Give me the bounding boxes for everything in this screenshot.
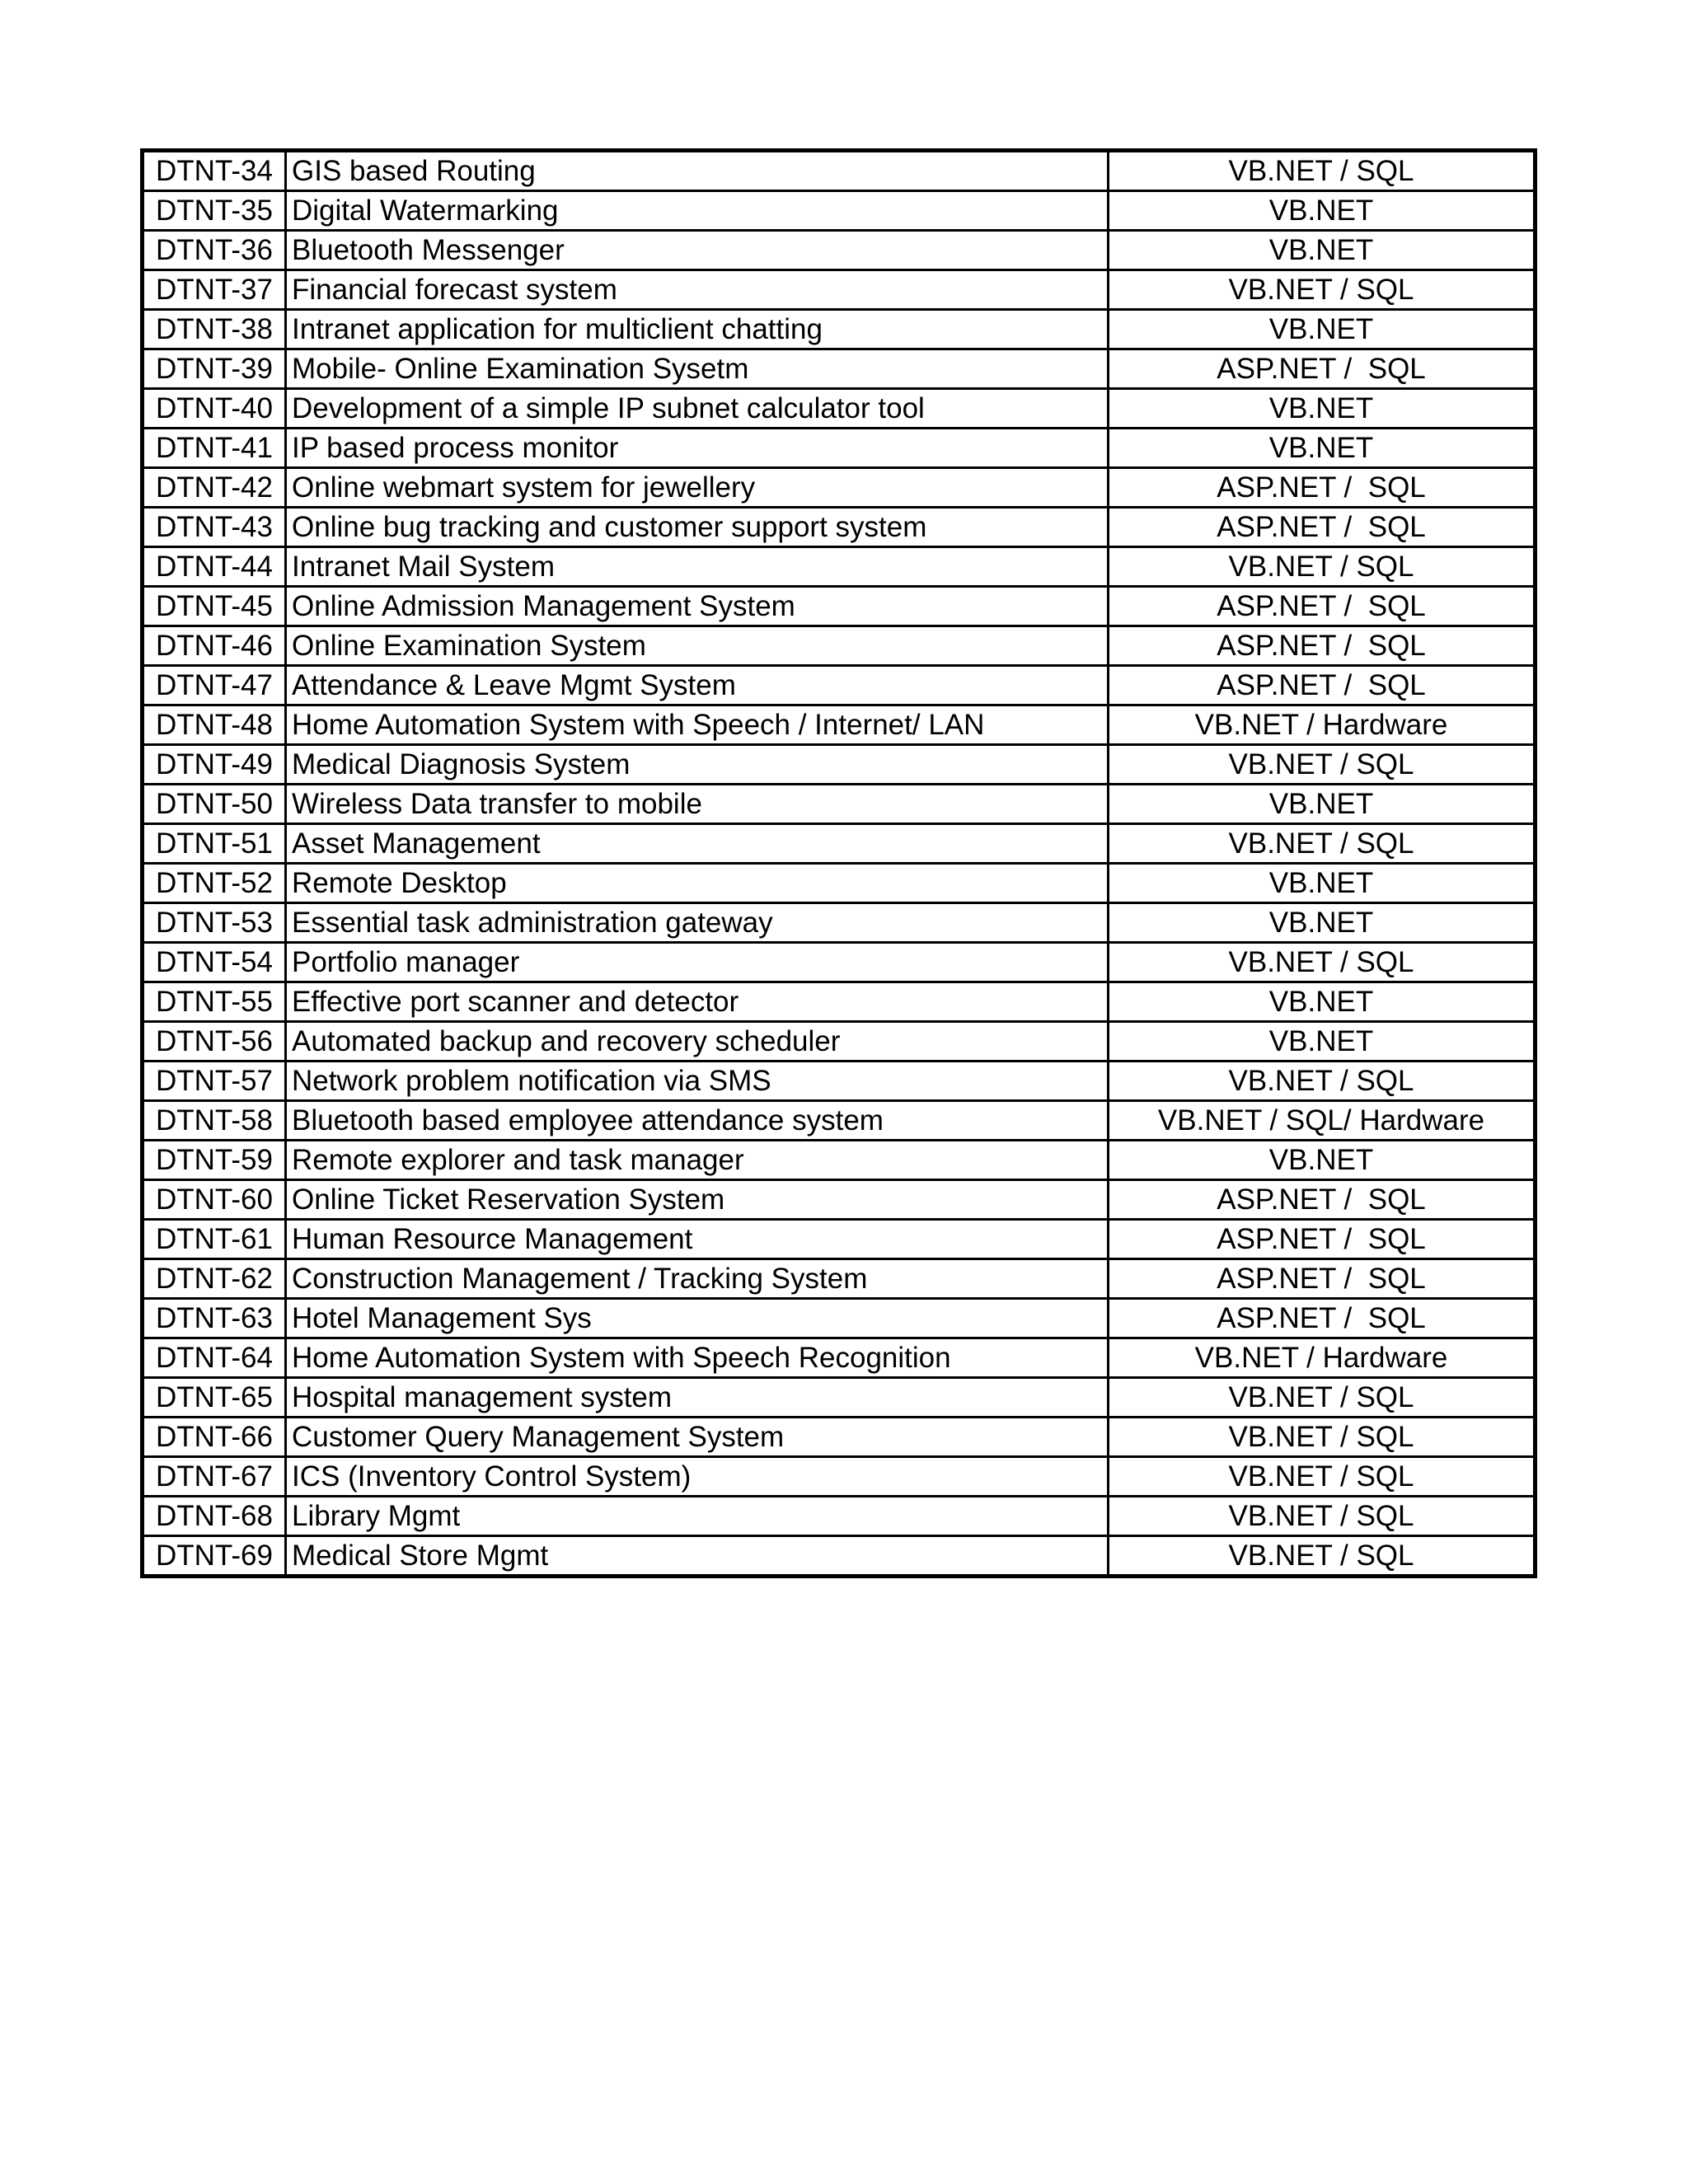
project-tech-cell: VB.NET [1109, 1141, 1536, 1180]
project-tech-cell: VB.NET [1109, 903, 1536, 943]
project-title-cell: Home Automation System with Speech / Internet/ LAN [286, 705, 1109, 745]
table-row [143, 1259, 1536, 1299]
project-code-cell: DTNT-34 [143, 151, 286, 191]
table-row [143, 864, 1536, 903]
project-code-cell: DTNT-40 [143, 389, 286, 429]
project-title-cell: Online Examination System [286, 626, 1109, 666]
project-title-cell: IP based process monitor [286, 429, 1109, 468]
project-code-cell: DTNT-67 [143, 1457, 286, 1497]
project-tech-cell: VB.NET / SQL [1109, 824, 1536, 864]
table-row [143, 429, 1536, 468]
project-title-cell: Intranet Mail System [286, 547, 1109, 587]
project-title-cell: Financial forecast system [286, 270, 1109, 310]
project-code-cell: DTNT-65 [143, 1378, 286, 1418]
project-code-cell: DTNT-60 [143, 1180, 286, 1220]
project-code-cell: DTNT-58 [143, 1101, 286, 1141]
project-title-cell: Online Admission Management System [286, 587, 1109, 626]
project-tech-cell: VB.NET / SQL [1109, 1378, 1536, 1418]
project-title-cell: Bluetooth Messenger [286, 231, 1109, 270]
project-code-cell: DTNT-54 [143, 943, 286, 982]
project-tech-cell: ASP.NET / SQL [1109, 666, 1536, 705]
project-title-cell: Online webmart system for jewellery [286, 468, 1109, 508]
project-code-cell: DTNT-53 [143, 903, 286, 943]
table-row [143, 824, 1536, 864]
table-row [143, 1536, 1536, 1577]
project-tech-cell: VB.NET [1109, 1022, 1536, 1062]
project-title-cell: Customer Query Management System [286, 1418, 1109, 1457]
project-tech-cell: VB.NET / SQL [1109, 1062, 1536, 1101]
table-row [143, 666, 1536, 705]
project-title-cell: Automated backup and recovery scheduler [286, 1022, 1109, 1062]
project-code-cell: DTNT-63 [143, 1299, 286, 1338]
project-title-cell: Effective port scanner and detector [286, 982, 1109, 1022]
project-tech-cell: VB.NET / SQL [1109, 1536, 1536, 1577]
project-code-cell: DTNT-49 [143, 745, 286, 785]
project-table [140, 148, 1537, 1578]
project-tech-cell: VB.NET [1109, 429, 1536, 468]
project-tech-cell: VB.NET / SQL [1109, 151, 1536, 191]
project-title-cell: Library Mgmt [286, 1497, 1109, 1536]
project-tech-cell: VB.NET [1109, 982, 1536, 1022]
project-title-cell: Essential task administration gateway [286, 903, 1109, 943]
project-tech-cell: VB.NET / SQL [1109, 270, 1536, 310]
project-code-cell: DTNT-59 [143, 1141, 286, 1180]
project-title-cell: Hospital management system [286, 1378, 1109, 1418]
project-tech-cell: VB.NET / SQL [1109, 1457, 1536, 1497]
project-tech-cell: VB.NET / SQL/ Hardware [1109, 1101, 1536, 1141]
project-tech-cell: ASP.NET / SQL [1109, 1220, 1536, 1259]
table-row [143, 785, 1536, 824]
project-tech-cell: ASP.NET / SQL [1109, 349, 1536, 389]
project-title-cell: Portfolio manager [286, 943, 1109, 982]
project-code-cell: DTNT-37 [143, 270, 286, 310]
project-title-cell: Asset Management [286, 824, 1109, 864]
project-code-cell: DTNT-35 [143, 191, 286, 231]
table-row [143, 982, 1536, 1022]
project-code-cell: DTNT-64 [143, 1338, 286, 1378]
project-code-cell: DTNT-48 [143, 705, 286, 745]
project-code-cell: DTNT-52 [143, 864, 286, 903]
project-tech-cell: ASP.NET / SQL [1109, 1180, 1536, 1220]
project-code-cell: DTNT-43 [143, 508, 286, 547]
project-title-cell: Online Ticket Reservation System [286, 1180, 1109, 1220]
project-title-cell: Human Resource Management [286, 1220, 1109, 1259]
project-tech-cell: VB.NET / SQL [1109, 1418, 1536, 1457]
table-row [143, 745, 1536, 785]
project-title-cell: Construction Management / Tracking System [286, 1259, 1109, 1299]
project-tech-cell: VB.NET / SQL [1109, 745, 1536, 785]
project-code-cell: DTNT-45 [143, 587, 286, 626]
project-code-cell: DTNT-39 [143, 349, 286, 389]
project-title-cell: Home Automation System with Speech Recognition [286, 1338, 1109, 1378]
project-tech-cell: ASP.NET / SQL [1109, 1299, 1536, 1338]
table-row [143, 1338, 1536, 1378]
table-row [143, 1299, 1536, 1338]
project-tech-cell: VB.NET / SQL [1109, 1497, 1536, 1536]
project-tech-cell: ASP.NET / SQL [1109, 468, 1536, 508]
project-code-cell: DTNT-69 [143, 1536, 286, 1577]
table-row [143, 1220, 1536, 1259]
project-code-cell: DTNT-46 [143, 626, 286, 666]
table-row [143, 1457, 1536, 1497]
project-title-cell: Digital Watermarking [286, 191, 1109, 231]
project-code-cell: DTNT-61 [143, 1220, 286, 1259]
project-title-cell: Remote Desktop [286, 864, 1109, 903]
project-code-cell: DTNT-41 [143, 429, 286, 468]
table-row [143, 1022, 1536, 1062]
project-title-cell: Medical Store Mgmt [286, 1536, 1109, 1577]
project-tech-cell: VB.NET [1109, 785, 1536, 824]
project-tech-cell: ASP.NET / SQL [1109, 508, 1536, 547]
table-row [143, 943, 1536, 982]
table-row [143, 587, 1536, 626]
project-title-cell: Hotel Management Sys [286, 1299, 1109, 1338]
project-tech-cell: VB.NET / SQL [1109, 943, 1536, 982]
project-code-cell: DTNT-42 [143, 468, 286, 508]
table-row [143, 191, 1536, 231]
table-row [143, 1062, 1536, 1101]
table-row [143, 151, 1536, 191]
table-row [143, 547, 1536, 587]
project-title-cell: Development of a simple IP subnet calculator tool [286, 389, 1109, 429]
project-title-cell: Intranet application for multiclient chatting [286, 310, 1109, 349]
project-tech-cell: VB.NET / Hardware [1109, 1338, 1536, 1378]
project-code-cell: DTNT-44 [143, 547, 286, 587]
project-tech-cell: VB.NET [1109, 310, 1536, 349]
project-code-cell: DTNT-56 [143, 1022, 286, 1062]
project-code-cell: DTNT-36 [143, 231, 286, 270]
table-row [143, 389, 1536, 429]
project-tech-cell: VB.NET / Hardware [1109, 705, 1536, 745]
project-tech-cell: VB.NET [1109, 231, 1536, 270]
table-row [143, 1141, 1536, 1180]
project-code-cell: DTNT-51 [143, 824, 286, 864]
project-title-cell: Wireless Data transfer to mobile [286, 785, 1109, 824]
table-row [143, 349, 1536, 389]
project-code-cell: DTNT-38 [143, 310, 286, 349]
project-code-cell: DTNT-68 [143, 1497, 286, 1536]
project-code-cell: DTNT-57 [143, 1062, 286, 1101]
project-tech-cell: ASP.NET / SQL [1109, 626, 1536, 666]
table-row [143, 626, 1536, 666]
table-row [143, 310, 1536, 349]
project-title-cell: ICS (Inventory Control System) [286, 1457, 1109, 1497]
table-row [143, 1180, 1536, 1220]
project-title-cell: Medical Diagnosis System [286, 745, 1109, 785]
project-tech-cell: VB.NET [1109, 864, 1536, 903]
table-row [143, 468, 1536, 508]
table-row [143, 1497, 1536, 1536]
project-tech-cell: ASP.NET / SQL [1109, 587, 1536, 626]
project-code-cell: DTNT-50 [143, 785, 286, 824]
table-row [143, 1418, 1536, 1457]
project-title-cell: Bluetooth based employee attendance system [286, 1101, 1109, 1141]
table-row [143, 1101, 1536, 1141]
project-title-cell: GIS based Routing [286, 151, 1109, 191]
project-table-body [143, 151, 1536, 1577]
project-title-cell: Mobile- Online Examination Sysetm [286, 349, 1109, 389]
project-title-cell: Attendance & Leave Mgmt System [286, 666, 1109, 705]
project-title-cell: Remote explorer and task manager [286, 1141, 1109, 1180]
project-title-cell: Online bug tracking and customer support system [286, 508, 1109, 547]
table-row [143, 270, 1536, 310]
table-row [143, 705, 1536, 745]
project-code-cell: DTNT-55 [143, 982, 286, 1022]
project-tech-cell: VB.NET [1109, 389, 1536, 429]
project-title-cell: Network problem notification via SMS [286, 1062, 1109, 1101]
table-row [143, 231, 1536, 270]
table-row [143, 508, 1536, 547]
project-code-cell: DTNT-47 [143, 666, 286, 705]
project-code-cell: DTNT-62 [143, 1259, 286, 1299]
project-tech-cell: ASP.NET / SQL [1109, 1259, 1536, 1299]
project-tech-cell: VB.NET [1109, 191, 1536, 231]
project-tech-cell: VB.NET / SQL [1109, 547, 1536, 587]
table-row [143, 903, 1536, 943]
table-row [143, 1378, 1536, 1418]
project-code-cell: DTNT-66 [143, 1418, 286, 1457]
